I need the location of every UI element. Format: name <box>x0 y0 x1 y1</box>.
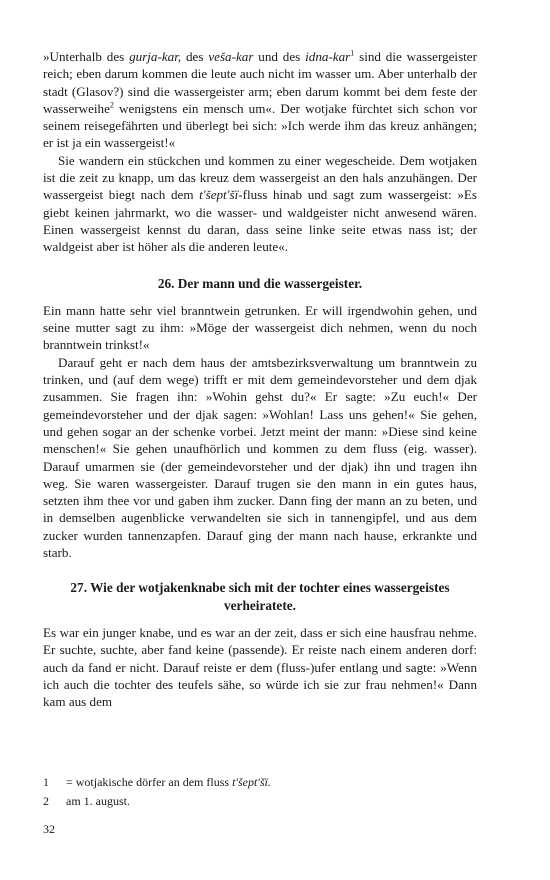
text-run: Sie wandern ein stückchen und kommen zu einer wegescheide. Dem wotjaken ist die zeit zu knapp, um das kreuz dem wassergeist an den hals anzuhängen. Der wassergeist biegt nach dem <box>43 152 477 203</box>
footnote-marker: 2 <box>109 100 114 110</box>
text-run: -fluss hinab und sagt zum wassergeist: »Es giebt keinen jahrmarkt, wo die wasser- und waldgeister nicht anwesend wären. Einen wassergeist kennst du daran, dass seine linke seite etwas nass ist; der waldgeist aber ist höher als die anderen leute«. <box>43 187 477 255</box>
footnote-text <box>66 773 271 792</box>
story-27-heading: 27. Wie der wotjakenknabe sich mit der tochter eines wassergeistes verheiratete. <box>70 580 450 613</box>
page-number: 32 <box>43 822 55 836</box>
text-run: wenigstens ein mensch um«. Der wotjake fürchtet sich schon vor seinem reisegefährten und überlegt bei sich: »Ich werde ihm das kreuz anhängen; er ist ja ein wassergeist!« <box>43 100 477 151</box>
river-name: t'šept'šï <box>199 187 239 203</box>
main-text <box>43 48 477 710</box>
place-name: veša-kar <box>208 49 254 64</box>
story-26-paragraph-1: Ein mann hatte sehr viel branntwein getrunken. Er will irgendwohin gehen, und seine mutter sagt zu ihm: »Möge der wassergeist dich nehmen, wenn du noch branntwein trinkst!« <box>43 302 477 353</box>
story-27-paragraph-1: Es war ein junger knabe, und es war an der zeit, dass er sich eine hausfrau nehme. Er suchte, suchte, aber fand keine (passende). Er reiste nach einem anderen dorf: auch da fand er nicht. Darauf reiste er dem (fluss-)ufer entlang und sagte: »Wenn ich auch die tochter des teufels sähe, so würde ich sie zur frau nehmen!« Dann kam aus dem <box>43 624 477 710</box>
story-26-paragraph-2: Darauf geht er nach dem haus der amtsbezirksverwaltung um branntwein zu trinken, und (auf dem wege) trifft er mit dem gemeindevorsteher und dem djak zusammen. Sie fragen ihn: »Wohin gehst du?« Er sagte: »Zu euch!« Der gemeindevorsteher und der djak sagen: »Wohlan! Lass uns gehen!« Sie gehen, und gehen sogar an der schenke vorbei. Jetzt meint der mann: »Diese sind keine menschen!« Sie gehen unaufhörlich und kommen zu dem fluss (eig. wasser). Darauf umarmen sie (der gemeindevorsteher und der djak) ihn und tragen ihn weg. Sie waren wassergeister. Darauf trugen sie den mann in ein gutes haus, setzten ihm thee vor und gaben ihm zucker. Dann fing der mann an zu beten, und in demselben augenblicke verwandelten sie sich in tannengipfel, und aus dem zucker wurden tannenzapfen. Darauf ging der mann nach hause, erkrankte und starb. <box>43 354 477 561</box>
intro-paragraph-1 <box>43 48 477 152</box>
footnote-marker: 1 <box>350 48 355 58</box>
footnotes <box>43 773 477 811</box>
text-run: und des <box>253 49 306 64</box>
intro-paragraph-2 <box>43 152 477 256</box>
text-run: = wotjakische dörfer an dem fluss <box>66 775 233 789</box>
footnote-text: am 1. august. <box>66 794 130 808</box>
text-run: »Unterhalb des <box>43 49 130 64</box>
footnote-2 <box>43 792 477 811</box>
footnote-number: 2 <box>43 794 49 808</box>
text-run: des <box>181 49 209 64</box>
footnote-1 <box>43 773 477 792</box>
place-name: gurja-kar, <box>129 49 182 64</box>
footnote-number: 1 <box>43 775 49 789</box>
river-name: t'šept'šï. <box>232 775 271 789</box>
story-26-heading: 26. Der mann und die wassergeister. <box>157 275 363 291</box>
text-run: sind die wassergeister reich; eben darum kommen die leute auch nicht im wasser um. Aber unterhalb der stadt (Glasov?) sind die wassergeister arm; eben darum kommt bei dem feste der wasserweihe <box>43 49 477 116</box>
place-name: idna-kar <box>305 49 351 64</box>
